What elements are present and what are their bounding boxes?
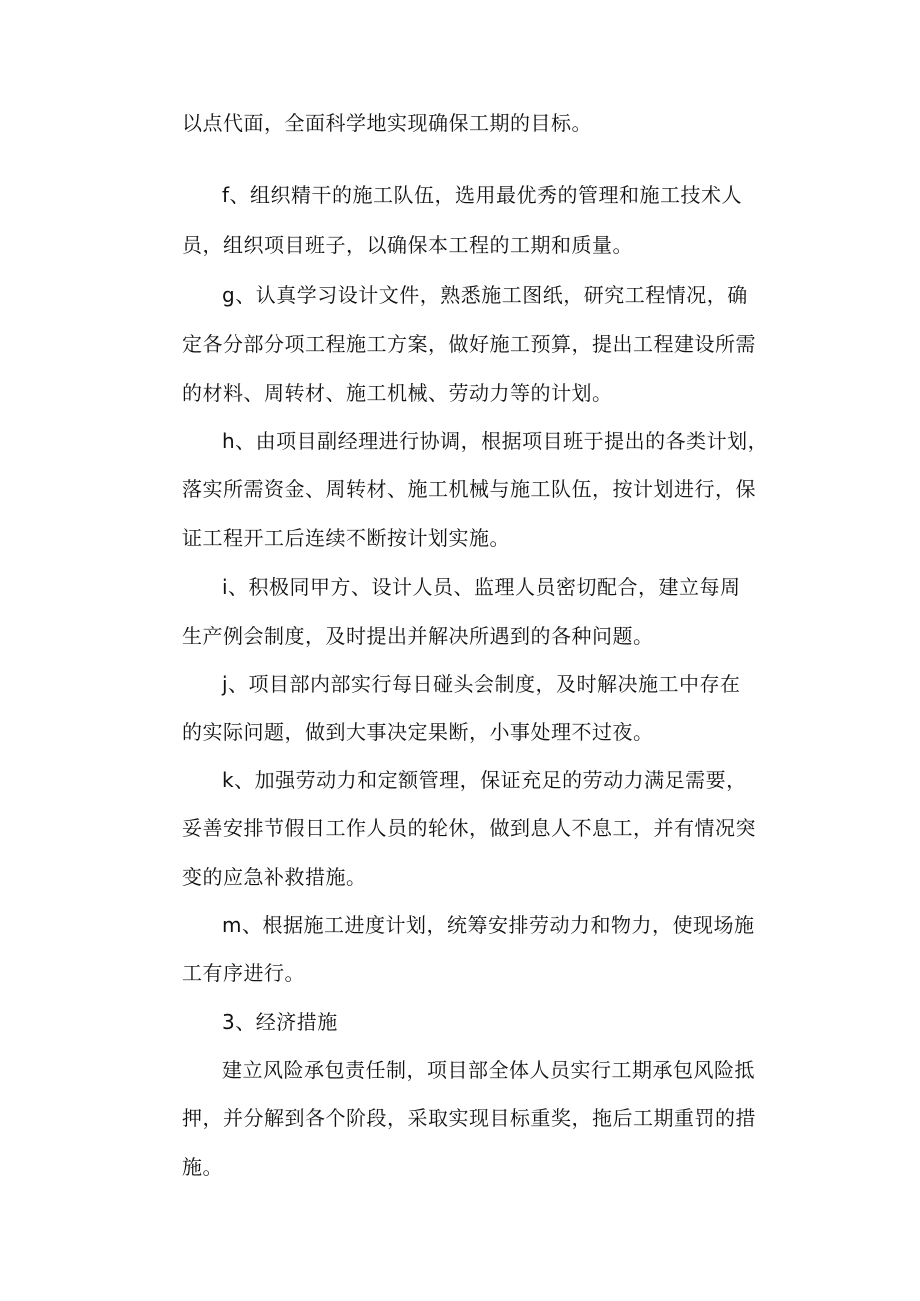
text-line: 的实际问题，做到大事决定果断，小事处理不过夜。 (182, 720, 654, 744)
text-line: 生产例会制度，及时提出并解决所遇到的各种问题。 (182, 624, 654, 648)
text-line: 员，组织项目班子，以确保本工程的工期和质量。 (182, 233, 633, 257)
text-line: 施。 (182, 1155, 223, 1179)
text-line: 定各分部分项工程施工方案，做好施工预算，提出工程建设所需 (182, 332, 756, 356)
text-line: k、加强劳动力和定额管理，保证充足的劳动力满足需要， (222, 768, 747, 792)
text-line: 妥善安排节假日工作人员的轮休，做到息人不息工，并有情况突 (182, 816, 756, 840)
text-line: 押，并分解到各个阶段，采取实现目标重奖，拖后工期重罚的措 (182, 1106, 756, 1130)
text-line: i、积极同甲方、设计人员、监理人员密切配合，建立每周 (222, 575, 741, 599)
text-line: 落实所需资金、周转材、施工机械与施工队伍，按计划进行，保 (182, 477, 756, 501)
text-line: 以点代面，全面科学地实现确保工期的目标。 (182, 111, 592, 135)
text-line: h、由项目副经理进行协调，根据项目班于提出的各类计划， (222, 429, 769, 453)
text-line: 建立风险承包责任制，项目部全体人员实行工期承包风险抵 (222, 1058, 755, 1082)
text-line: 证工程开工后连续不断按计划实施。 (182, 526, 510, 550)
text-line: m、根据施工进度计划，统筹安排劳动力和物力，使现场施 (222, 913, 755, 937)
section-heading: 3、经济措施 (222, 1010, 338, 1034)
text-line: f、组织精干的施工队伍，选用最优秀的管理和施工技术人 (222, 183, 743, 207)
text-line: g、认真学习设计文件，熟悉施工图纸，研究工程情况，确 (222, 283, 748, 307)
text-line: 工有序进行。 (182, 961, 305, 985)
text-line: 变的应急补救措施。 (182, 865, 367, 889)
text-line: 的材料、周转材、施工机械、劳动力等的计划。 (182, 381, 613, 405)
text-line: j、项目部内部实行每日碰头会制度，及时解决施工中存在 (222, 672, 741, 696)
